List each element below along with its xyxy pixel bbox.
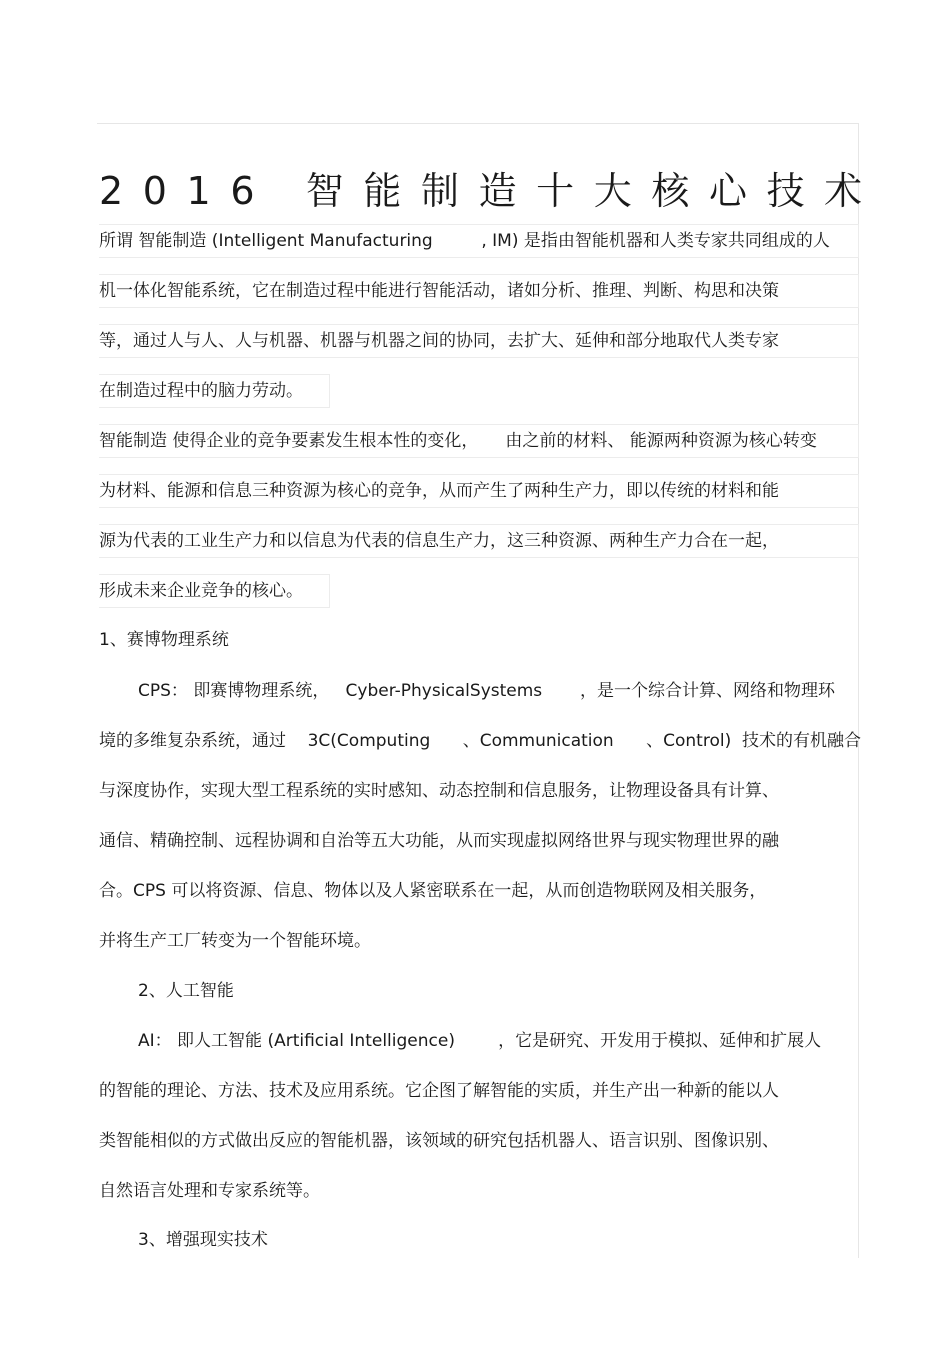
section-1-line-6: 并将生产工厂转变为一个智能环境。 <box>99 931 371 951</box>
paragraph-2-line-3: 源为代表的工业生产力和以信息为代表的信息生产力，这三种资源、两种生产力合在一起， <box>99 531 779 551</box>
paragraph-1-line-4: 在制造过程中的脑力劳动。 <box>99 381 303 401</box>
section-2-line-1: AI： 即人工智能 (Artificial Intelligence) ，它是研究、开发用于模拟、延伸和扩展人 <box>138 1031 822 1051</box>
section-2-line-2: 的智能的理论、方法、技术及应用系统。它企图了解智能的实质，并生产出一种新的能以人 <box>99 1081 779 1101</box>
paragraph-2-line-1: 智能制造 使得企业的竞争要素发生根本性的变化， 由之前的材料、 能源两种资源为核心转变 <box>99 431 817 451</box>
section-3-heading: 3、增强现实技术 <box>138 1230 268 1250</box>
paragraph-1-line-2: 机一体化智能系统，它在制造过程中能进行智能活动，诸如分析、推理、判断、构思和决策 <box>99 281 779 301</box>
section-2-line-3: 类智能相似的方式做出反应的智能机器，该领域的研究包括机器人、语言识别、图像识别、 <box>99 1131 779 1151</box>
paragraph-1-line-1: 所谓 智能制造 (Intelligent Manufacturing , IM) 是指由智能机器和人类专家共同组成的人 <box>99 231 830 251</box>
section-1-line-2: 境的多维复杂系统，通过 3C(Computing 、Communication 、Control) 技术的有机融合 <box>99 731 862 751</box>
section-1-heading: 1、赛博物理系统 <box>99 630 229 650</box>
paragraph-2-line-2: 为材料、能源和信息三种资源为核心的竞争，从而产生了两种生产力，即以传统的材料和能 <box>99 481 779 501</box>
section-1-line-4: 通信、精确控制、远程协调和自治等五大功能，从而实现虚拟网络世界与现实物理世界的融 <box>99 831 779 851</box>
section-1-line-3: 与深度协作，实现大型工程系统的实时感知、动态控制和信息服务，让物理设备具有计算、 <box>99 781 779 801</box>
section-2-line-4: 自然语言处理和专家系统等。 <box>99 1181 320 1201</box>
section-1-line-1: CPS： 即赛博物理系统， Cyber-PhysicalSystems ，是一个综合计算、网络和物理环 <box>138 681 835 701</box>
page-border-top <box>97 123 859 124</box>
paragraph-1-line-3: 等，通过人与人、人与机器、机器与机器之间的协同，去扩大、延伸和部分地取代人类专家 <box>99 331 779 351</box>
page-border-right <box>858 123 859 1258</box>
section-2-heading: 2、人工智能 <box>138 981 234 1001</box>
document-title: 2016 智能制造十大核心技术 <box>99 169 882 214</box>
paragraph-2-line-4: 形成未来企业竞争的核心。 <box>99 581 303 601</box>
section-1-line-5: 合。CPS 可以将资源、信息、物体以及人紧密联系在一起，从而创造物联网及相关服务， <box>99 881 767 901</box>
